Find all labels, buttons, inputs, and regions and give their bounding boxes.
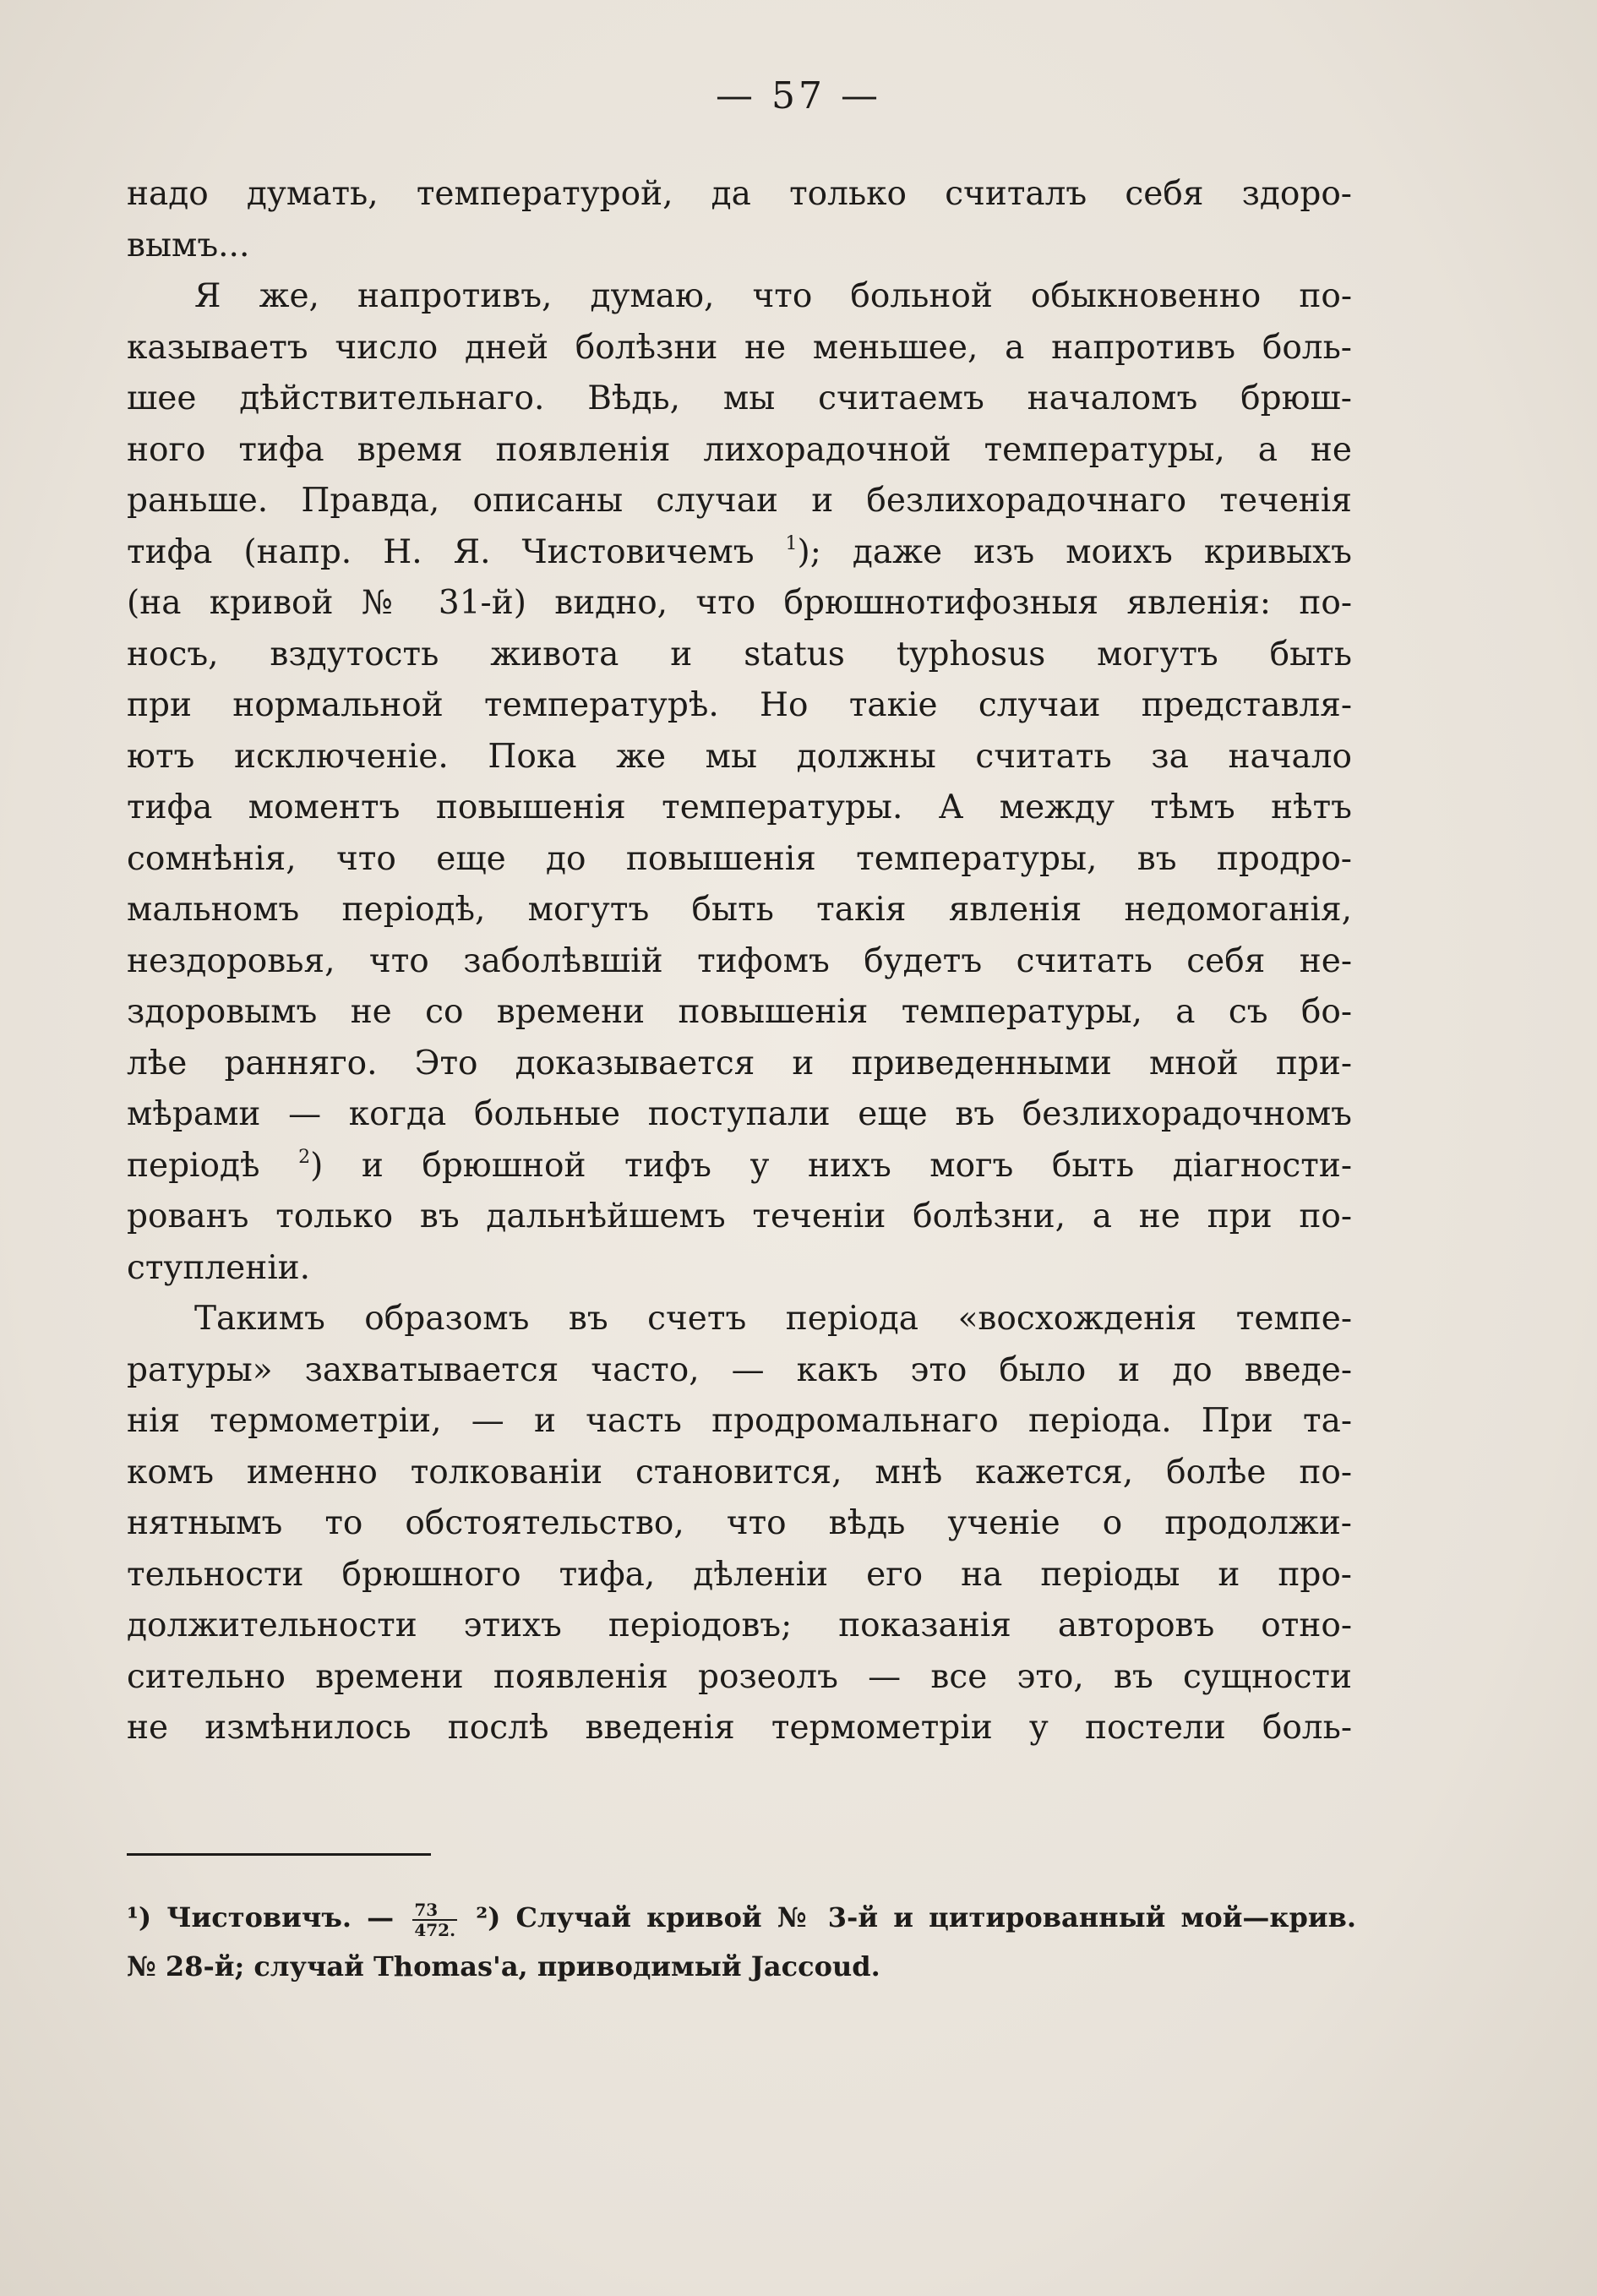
text-line: ступленіи. bbox=[127, 1248, 311, 1287]
text-line: тифа (напр. Н. Я. Чистовичемъ $^1$); даже изъ моихъ кривыхъ bbox=[127, 532, 1352, 571]
text-line: Я же, напротивъ, думаю, что больной обыкновенно по- bbox=[194, 277, 1352, 315]
text-line: сомнѣнія, что еще до повышенія температуры, въ продро- bbox=[127, 839, 1352, 878]
fraction-denominator: 472. bbox=[414, 1919, 456, 1940]
text-line: при нормальной температурѣ. Но такіе случаи представля- bbox=[127, 686, 1352, 724]
text-line: нія термометріи, — и часть продромальнаго періода. При та- bbox=[127, 1402, 1352, 1440]
text-line: комъ именно толкованіи становится, мнѣ кажется, болѣе по- bbox=[127, 1453, 1352, 1492]
page-number: — 57 — bbox=[716, 74, 881, 117]
text-line: ратуры» захватывается часто, — какъ это было и до введе- bbox=[127, 1350, 1352, 1389]
fraction-numerator: 73 bbox=[412, 1901, 457, 1921]
text-line: носъ, вздутость живота и status typhosus могутъ быть bbox=[127, 635, 1352, 674]
text-line: сительно времени появленія розеолъ — все это, въ сущности bbox=[127, 1657, 1352, 1696]
text-line: мѣрами — когда больные поступали еще въ безлихорадочномъ bbox=[127, 1095, 1352, 1133]
text-line: нездоровья, что заболѣвшій тифомъ будетъ считать себя не- bbox=[127, 941, 1352, 980]
text-line: Такимъ образомъ въ счетъ періода «восхожденія темпе- bbox=[194, 1300, 1352, 1338]
footnote-fraction bbox=[412, 1901, 457, 1939]
text-line: нятнымъ то обстоятельство, что вѣдь ученіе о продолжи- bbox=[127, 1504, 1352, 1542]
text-line: здоровымъ не со времени повышенія температуры, а съ бо- bbox=[127, 993, 1352, 1031]
text-line: мальномъ періодѣ, могутъ быть такія явленія недомоганія, bbox=[127, 891, 1352, 929]
text-line: не измѣнилось послѣ введенія термометріи у постели боль- bbox=[127, 1709, 1352, 1747]
text-line: шее дѣйствительнаго. Вѣдь, мы считаемъ началомъ брюш- bbox=[127, 379, 1352, 417]
footnote-1-text: ¹) Чистовичъ. — bbox=[127, 1901, 395, 1933]
text-line: (на кривой № 31-й) видно, что брюшнотифозныя явленія: по- bbox=[127, 584, 1352, 622]
text-line: надо думать, температурой, да только считалъ себя здоро- bbox=[127, 175, 1352, 213]
main-text bbox=[127, 169, 1352, 1754]
text-line: ного тифа время появленія лихорадочной температуры, а не bbox=[127, 430, 1352, 469]
footnotes bbox=[127, 1893, 1356, 1991]
text-line: періодѣ $^2$) и брюшной тифъ у нихъ могъ быть діагности- bbox=[127, 1146, 1352, 1185]
footnote-divider bbox=[127, 1853, 431, 1856]
text-line: раньше. Правда, описаны случаи и безлихорадочнаго теченія bbox=[127, 482, 1352, 520]
text-line: ютъ исключеніе. Пока же мы должны считать за начало bbox=[127, 737, 1352, 776]
footnote-line-1 bbox=[127, 1893, 1356, 1942]
text-line: тельности брюшного тифа, дѣленіи его на періоды и про- bbox=[127, 1555, 1352, 1594]
footnote-line-2: № 28-й; случай Thomas'a, приводимый Jaccoud. bbox=[127, 1950, 880, 1982]
text-line: казываетъ число дней болѣзни не меньшее, а напротивъ боль- bbox=[127, 328, 1352, 367]
text-line: рованъ только въ дальнѣйшемъ теченіи болѣзни, а не при по- bbox=[127, 1197, 1352, 1235]
footnote-2-text: ²) Случай кривой № 3-й и цитированный мой—крив. bbox=[476, 1901, 1357, 1933]
text-line: должительности этихъ періодовъ; показанія авторовъ отно- bbox=[127, 1606, 1352, 1644]
text-line: тифа моментъ повышенія температуры. А между тѣмъ нѣтъ bbox=[127, 788, 1352, 826]
text-line: вымъ... bbox=[127, 226, 250, 265]
text-line: лѣе ранняго. Это доказывается и приведенными мной при- bbox=[127, 1044, 1352, 1083]
